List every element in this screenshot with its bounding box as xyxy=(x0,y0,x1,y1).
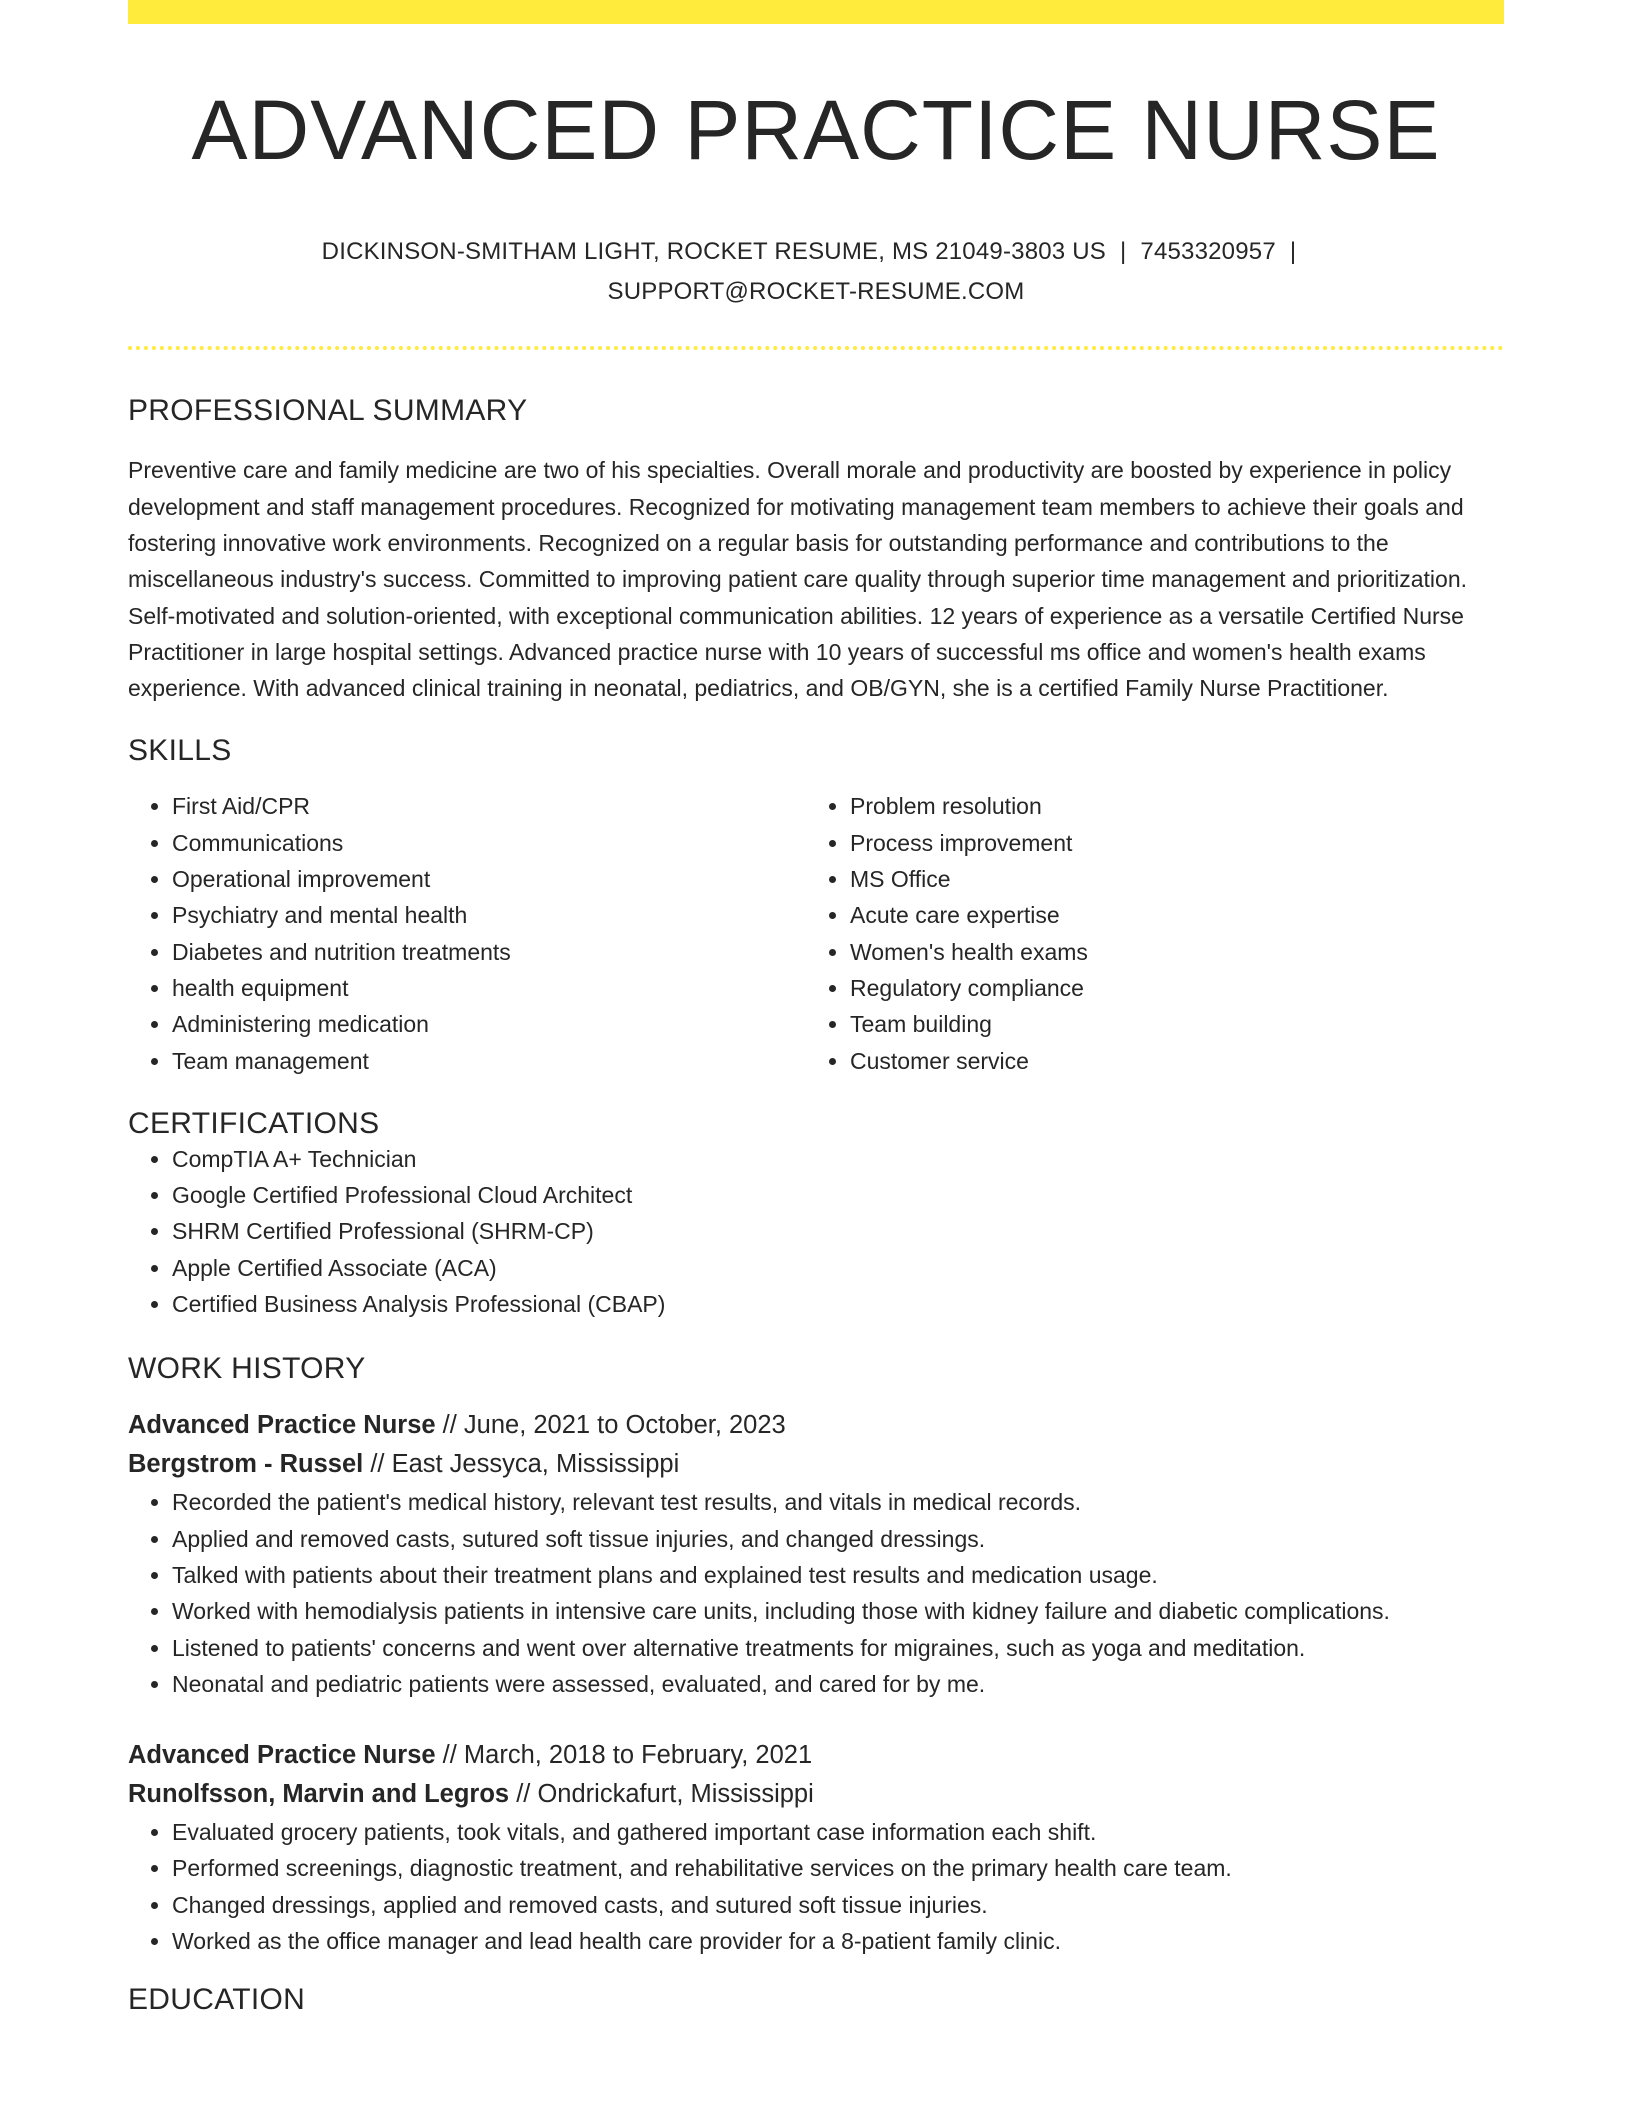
contact-info xyxy=(128,232,1504,312)
job-duty-item: • Talked with patients about their treatment plans and explained test results and medication usage. xyxy=(172,1557,1504,1593)
job-duty-item: • Recorded the patient's medical history, relevant test results, and vitals in medical records. xyxy=(172,1484,1504,1520)
skills-list-right xyxy=(806,788,1484,1078)
skill-item: • Operational improvement xyxy=(172,861,806,897)
certification-item: • Certified Business Analysis Professional (CBAP) xyxy=(172,1286,1504,1322)
top-accent-bar xyxy=(128,0,1504,24)
job-duty-item: • Evaluated grocery patients, took vitals, and gathered important case information each shift. xyxy=(172,1814,1504,1850)
skills-list-left xyxy=(128,788,806,1078)
job-duty-item: • Neonatal and pediatric patients were assessed, evaluated, and cared for by me. xyxy=(172,1666,1504,1702)
skill-item: • Acute care expertise xyxy=(850,897,1484,933)
certification-item: • Google Certified Professional Cloud Architect xyxy=(172,1177,1504,1213)
job-company-line xyxy=(128,1445,1504,1484)
header-divider xyxy=(128,346,1504,350)
job-location: // East Jessyca, Mississippi xyxy=(363,1450,680,1479)
job-location: // Ondrickafurt, Mississippi xyxy=(509,1780,814,1809)
job-role-line xyxy=(128,1406,1504,1445)
skills-column-left xyxy=(128,788,806,1078)
skill-item: • Process improvement xyxy=(850,825,1484,861)
skill-item: • Administering medication xyxy=(172,1006,806,1042)
contact-line-2 xyxy=(128,272,1504,312)
skill-item: • Problem resolution xyxy=(850,788,1484,824)
section-title-work-history: WORK HISTORY xyxy=(128,1352,366,1386)
skill-item: • Team building xyxy=(850,1006,1484,1042)
job-duty-item: • Performed screenings, diagnostic treatment, and rehabilitative services on the primary health care team. xyxy=(172,1850,1504,1886)
resume-page xyxy=(128,0,1504,2017)
contact-line-1 xyxy=(128,232,1504,272)
certification-item: • SHRM Certified Professional (SHRM-CP) xyxy=(172,1213,1504,1249)
certification-item: • Apple Certified Associate (ACA) xyxy=(172,1250,1504,1286)
skill-item: • MS Office xyxy=(850,861,1484,897)
skill-item: • health equipment xyxy=(172,970,806,1006)
skill-item: • Diabetes and nutrition treatments xyxy=(172,934,806,970)
skill-item: • Team management xyxy=(172,1043,806,1079)
contact-separator: | xyxy=(1289,238,1297,266)
skill-item: • Regulatory compliance xyxy=(850,970,1484,1006)
job-company-line xyxy=(128,1775,1504,1814)
section-title-skills: SKILLS xyxy=(128,734,232,768)
job-entry xyxy=(128,1736,1504,1959)
job-role: Advanced Practice Nurse xyxy=(128,1411,436,1440)
skill-item: • Psychiatry and mental health xyxy=(172,897,806,933)
contact-phone: 7453320957 xyxy=(1140,238,1276,266)
section-title-summary: PROFESSIONAL SUMMARY xyxy=(128,394,528,428)
skill-item: • Women's health exams xyxy=(850,934,1484,970)
job-role-line xyxy=(128,1736,1504,1775)
skill-item: • Communications xyxy=(172,825,806,861)
job-dates: // June, 2021 to October, 2023 xyxy=(435,1411,786,1440)
job-duty-item: • Applied and removed casts, sutured soft tissue injuries, and changed dressings. xyxy=(172,1521,1504,1557)
job-duty-item: • Listened to patients' concerns and went over alternative treatments for migraines, such as yoga and meditation. xyxy=(172,1630,1504,1666)
job-entry xyxy=(128,1406,1504,1702)
skills-column-right xyxy=(806,788,1484,1078)
contact-separator: | xyxy=(1119,238,1127,266)
contact-address: DICKINSON-SMITHAM LIGHT, ROCKET RESUME, MS 21049-3803 US xyxy=(321,238,1106,266)
contact-email[interactable]: SUPPORT@ROCKET-RESUME.COM xyxy=(607,278,1025,306)
job-company: Runolfsson, Marvin and Legros xyxy=(128,1780,510,1809)
skills-grid xyxy=(128,788,1504,1078)
job-role: Advanced Practice Nurse xyxy=(128,1741,436,1770)
job-company: Bergstrom - Russel xyxy=(128,1450,364,1479)
job-duty-item: • Changed dressings, applied and removed casts, and sutured soft tissue injuries. xyxy=(172,1887,1504,1923)
skill-item: • Customer service xyxy=(850,1043,1484,1079)
job-duty-item: • Worked with hemodialysis patients in intensive care units, including those with kidney failure and diabetic complications. xyxy=(172,1593,1504,1629)
job-dates: // March, 2018 to February, 2021 xyxy=(435,1741,813,1770)
summary-text: Preventive care and family medicine are two of his specialties. Overall morale and productivity are boosted by experience in policy development and staff management procedures. Recognized for motivating management team members to achieve their goals and fostering innovative work environments. Recognized on a regular basis for outstanding performance and contributions to the miscellaneous industry's success. Committed to improving patient care quality through superior time management and prioritization. Self-motivated and solution-oriented, with exceptional communication abilities. 12 years of experience as a versatile Certified Nurse Practitioner in large hospital settings. Advanced practice nurse with 10 years of successful ms office and women's health exams experience. With advanced clinical training in neonatal, pediatrics, and OB/GYN, she is a certified Family Nurse Practitioner. xyxy=(128,457,1468,702)
certification-item: • CompTIA A+ Technician xyxy=(172,1141,1504,1177)
section-title-certifications: CERTIFICATIONS xyxy=(128,1106,380,1140)
resume-title: ADVANCED PRACTICE NURSE xyxy=(191,83,1441,177)
skill-item: • First Aid/CPR xyxy=(172,788,806,824)
certifications-list xyxy=(128,1141,1504,1322)
job-duties-list xyxy=(128,1814,1504,1959)
job-duties-list xyxy=(128,1484,1504,1702)
section-title-education: EDUCATION xyxy=(128,1983,306,2017)
job-duty-item: • Worked as the office manager and lead health care provider for a 8-patient family clinic. xyxy=(172,1923,1504,1959)
